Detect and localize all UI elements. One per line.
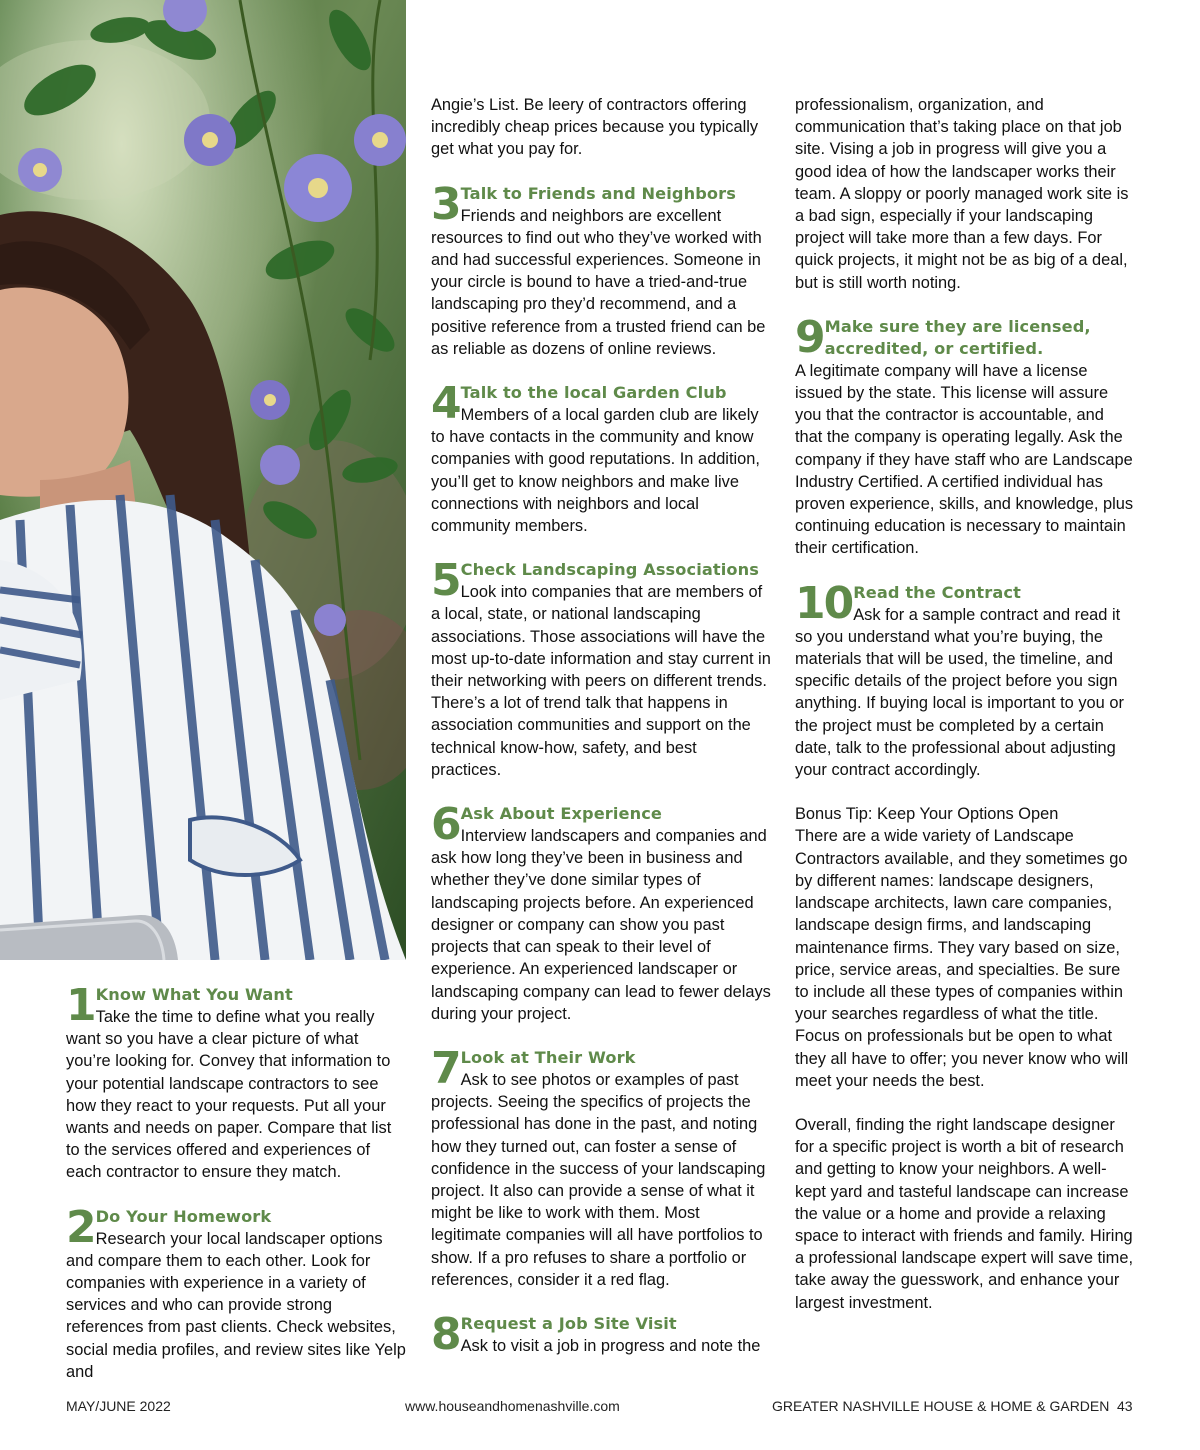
tip-9 — [795, 311, 1135, 560]
article-column-2 — [431, 94, 771, 1360]
tip-title: Request a Job Site Visit — [460, 1313, 677, 1333]
tip-number: 5 — [431, 555, 460, 607]
tip-text: Take the time to define what you really want so you have a clear picture of what you’re looking for. Convey that information to your potential landscape contractors to see how they react to your requests. Put all your wants and needs on paper. Compare that list to the services offered and experiences of each contractor to ensure they match. — [66, 1008, 392, 1182]
continued-text: professionalism, organization, and communication that’s taking place on that job site. Vising a job in progress will give you a good idea of how the landscaper works their team. A sloppy or poorly managed work site is a bad sign, especially if your landscaping project will take more than a few days. For quick projects, it might not be as big of a deal, but is still worth noting. — [795, 96, 1129, 292]
issue-date: MAY/JUNE 2022 — [66, 1398, 171, 1414]
page-footer — [0, 1398, 1200, 1416]
tip-title: Read the Contract — [853, 582, 1021, 602]
tip-8 — [431, 1308, 771, 1360]
website-url[interactable]: www.houseandhomenashville.com — [405, 1398, 620, 1414]
continued-text: Angie’s List. Be leery of contractors offering incredibly cheap prices because you typically get what you pay for. — [431, 96, 759, 159]
tip-4 — [431, 378, 771, 537]
conclusion-text: Overall, finding the right landscape designer for a specific project is worth a bit of research and getting to know your neighbors. A well-kept yard and tasteful landscape can increase the value or a home and provide a relaxing space to interact with friends and family. Hiring a professional landscape expert will save time, take away the guesswork, and enhance your largest investment. — [795, 1115, 1134, 1312]
bonus-tip-title: Bonus Tip: Keep Your Options Open — [795, 805, 1059, 824]
page-number: 43 — [1117, 1398, 1133, 1414]
tip-2 — [66, 1201, 406, 1383]
tip-1 — [66, 980, 406, 1184]
tip-title: Know What You Want — [95, 985, 293, 1004]
article-column-3 — [795, 94, 1135, 1314]
tip-title: Look at Their Work — [460, 1047, 636, 1067]
tip-text: Ask for a sample contract and read it so you understand what you’re buying, the materials that will be used, the timeline, and specific details of the project before you sign anything. If buying local is important to you or the project must be completed by a certain date, talk to the professional about adjusting your contract accordingly. — [795, 605, 1124, 780]
bonus-tip-text: There are a wide variety of Landscape Contractors available, and they sometimes go by different names: landscape designers, landscape architects, lawn care companies, landscape design firms, and landscaping maintenance firms. They vary based on size, price, service areas, and specialties. Be sure to include all these types of companies within your searches regardless of what the title. Focus on professionals but be open to what they all have to offer; you never know who will meet your needs the best. — [795, 827, 1129, 1090]
tip-number: 1 — [66, 980, 95, 1031]
tip-number: 9 — [795, 311, 824, 363]
tip-text: Ask to see photos or examples of past projects. Seeing the specifics of projects the professional has done in the past, and noting how they turned out, can foster a sense of confidence in the success of your landscaping project. It also can provide a sense of what it might be like to work with them. Most legitimate companies will all have portfolios to show. If a pro refuses to share a portfolio or references, consider it a red flag. — [431, 1070, 766, 1289]
tip-10 — [795, 577, 1135, 782]
tip-number: 7 — [431, 1042, 460, 1094]
tip-text: Look into companies that are members of a local, state, or national landscaping associations. Those associations will have the most up-to-date information and stay current in their networking with peers on different trends. There’s a lot of trend talk that happens in association communities and support on the technical know-how, safety, and best practices. — [431, 583, 771, 779]
tip-title: Check Landscaping Associations — [460, 560, 759, 580]
tip-7 — [431, 1042, 771, 1291]
tip-title: Talk to Friends and Neighbors — [460, 183, 736, 203]
tip-text: Ask to visit a job in progress and note the — [460, 1336, 761, 1355]
tip-number: 10 — [795, 577, 853, 629]
tip-title: Talk to the local Garden Club — [460, 383, 727, 403]
magazine-name: GREATER NASHVILLE HOUSE & HOME & GARDEN — [772, 1398, 1110, 1414]
tip-3 — [431, 178, 771, 360]
tip-number: 2 — [66, 1201, 95, 1253]
tip-number: 4 — [431, 378, 460, 430]
tip-number: 6 — [431, 799, 460, 851]
article-photo — [0, 0, 406, 960]
tip-5 — [431, 555, 771, 781]
tip-text: Members of a local garden club are likely to have contacts in the community and know companies with good reputations. In addition, you’ll get to know neighbors and make live connections with neighbors and local community members. — [431, 406, 760, 536]
tip-number: 3 — [431, 178, 460, 230]
tip-text: Friends and neighbors are excellent resources to find out who they’ve worked with and had successful experiences. Someone in your circle is bound to have a tried-and-true landscaping pro they’d recommend, and a positive reference from a trusted friend can be as reliable as dozens of online reviews. — [431, 206, 766, 358]
tip-title: Make sure they are licensed, accredited, or certified. — [824, 316, 1091, 358]
tip-text: Research your local landscaper options and compare them to each other. Look for companies with experience in a variety of services and who can provide strong references from past clients. Check websites, social media profiles, and review sites like Yelp and — [66, 1229, 406, 1381]
tip-text: A legitimate company will have a license issued by the state. This license will assure you that the contractor is accountable, and that the company is operating legally. Ask the company if they have staff who are Landscape Industry Certified. A certified individual has proven experience, skills, and knowledge, plus continuing education is necessary to maintain their certification. — [795, 361, 1134, 558]
tip-text: Interview landscapers and companies and ask how long they’ve been in business and whether they’ve done similar types of landscaping projects before. An experienced designer or company can show you past projects that can speak to their level of experience. An experienced landscaper or landscaping company can lead to fewer delays during your project. — [431, 827, 771, 1023]
tip-title: Ask About Experience — [460, 804, 662, 824]
article-column-1 — [66, 980, 406, 1383]
tip-number: 8 — [431, 1308, 460, 1360]
tip-6 — [431, 799, 771, 1025]
tip-title: Do Your Homework — [95, 1206, 272, 1226]
